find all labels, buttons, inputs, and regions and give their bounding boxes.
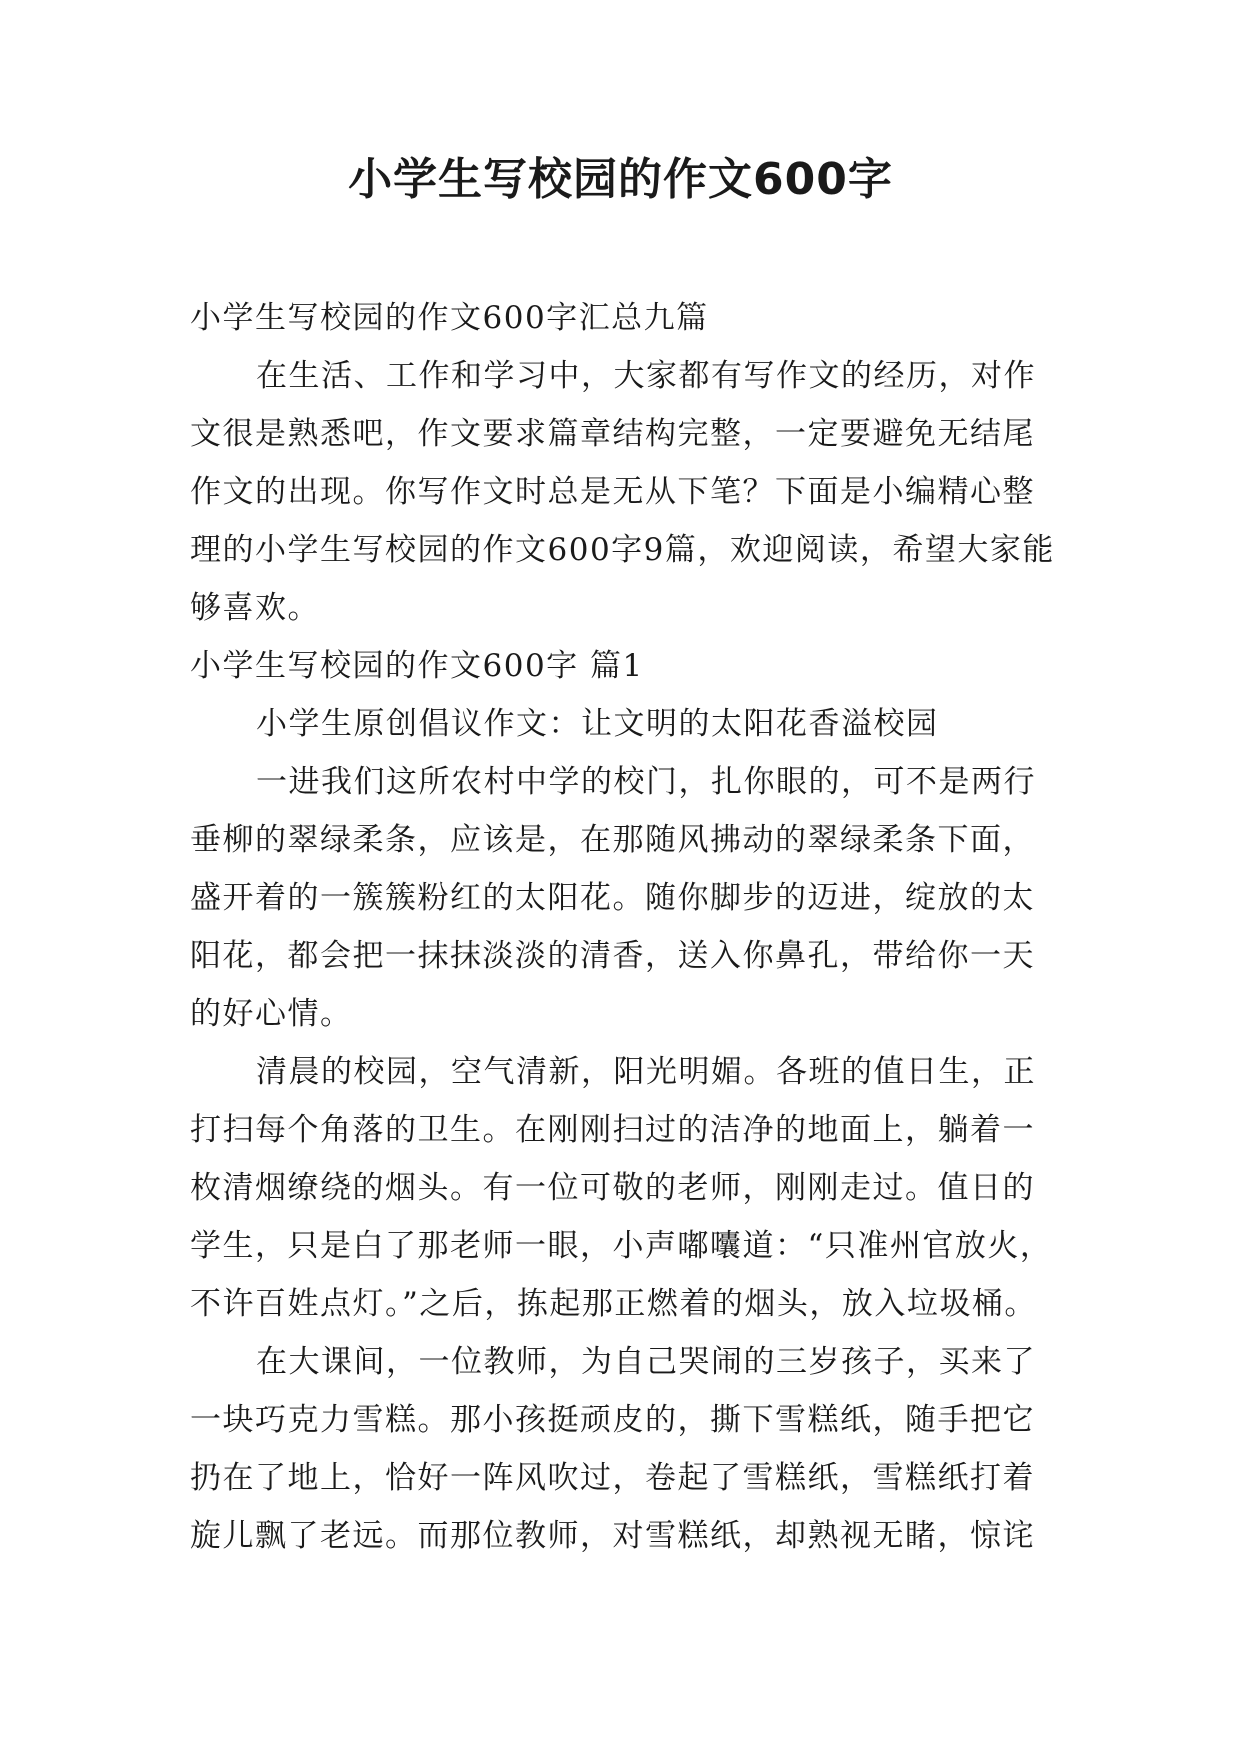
subtitle-line: 小学生写校园的作文600字汇总九篇: [190, 300, 709, 336]
intro-paragraph: 在生活、工作和学习中，大家都有写作文的经历，对作文很是熟悉吧，作文要求篇章结构完整，一定要避免无结尾作文的出现。你写作文时总是无从下笔？下面是小编精心整理的小学生写校园的作文600字9篇，欢迎阅读，希望大家能够喜欢。: [190, 358, 1055, 626]
document-body: [190, 289, 1060, 1565]
body-paragraph: 一进我们这所农村中学的校门，扎你眼的，可不是两行垂柳的翠绿柔条，应该是，在那随风拂动的翠绿柔条下面，盛开着的一簇簇粉红的太阳花。随你脚步的迈进，绽放的太阳花，都会把一抹抹淡淡的清香，送入你鼻孔，带给你一天的好心情。: [190, 764, 1036, 1032]
body-paragraph: 清晨的校园，空气清新，阳光明媚。各班的值日生，正打扫每个角落的卫生。在刚刚扫过的洁净的地面上，躺着一枚清烟缭绕的烟头。有一位可敬的老师，刚刚走过。值日的学生，只是白了那老师一眼，小声嘟囔道：“只准州官放火，不许百姓点灯。”之后，拣起那正燃着的烟头，放入垃圾桶。: [190, 1054, 1053, 1322]
essay-title: 小学生原创倡议作文：让文明的太阳花香溢校园: [256, 706, 939, 742]
body-paragraph: 在大课间，一位教师，为自己哭闹的三岁孩子，买来了一块巧克力雪糕。那小孩挺顽皮的，撕下雪糕纸，随手把它扔在了地上，恰好一阵风吹过，卷起了雪糕纸，雪糕纸打着旋儿飘了老远。而那位教师，对雪糕纸，却熟视无睹，惊诧: [190, 1344, 1036, 1554]
section-heading: 小学生写校园的作文600字 篇1: [190, 648, 644, 684]
document-title: 小学生写校园的作文600字: [348, 154, 893, 205]
